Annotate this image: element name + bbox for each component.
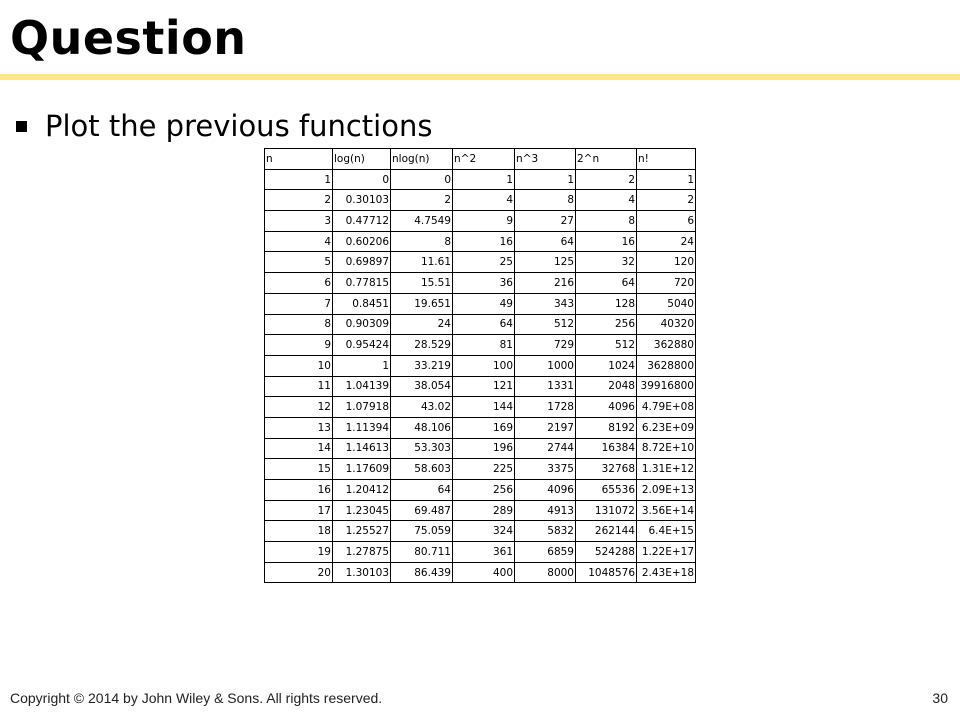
table-row [265,397,696,418]
table-cell: 11 [265,376,333,397]
table-cell: 80.711 [391,542,453,563]
table-cell: 4 [576,190,637,211]
table-cell: 19 [265,542,333,563]
table-cell: 8000 [515,562,576,583]
table-cell: 69.487 [391,500,453,521]
table-cell: 32 [576,252,637,273]
table-cell: 0.90309 [333,314,391,335]
table-cell: 11.61 [391,252,453,273]
table-cell: 1331 [515,376,576,397]
table-row [265,293,696,314]
table-cell: 65536 [576,480,637,501]
table-cell: 2 [265,190,333,211]
table-cell: 8 [576,211,637,232]
table-cell: 7 [265,293,333,314]
table-cell: 1.07918 [333,397,391,418]
header-n: n [265,149,333,170]
table-cell: 1.11394 [333,417,391,438]
table-cell: 1 [515,169,576,190]
table-cell: 1.17609 [333,459,391,480]
table-cell: 1 [265,169,333,190]
table-cell: 1.23045 [333,500,391,521]
table-row [265,562,696,583]
table-cell: 256 [576,314,637,335]
table-cell: 3.56E+14 [637,500,696,521]
table-cell: 324 [453,521,515,542]
table-cell: 1 [333,355,391,376]
table-row [265,438,696,459]
table-cell: 225 [453,459,515,480]
table-cell: 8.72E+10 [637,438,696,459]
table-cell: 14 [265,438,333,459]
table-cell: 49 [453,293,515,314]
table-cell: 64 [453,314,515,335]
table-cell: 720 [637,273,696,294]
copyright-footer: Copyright © 2014 by John Wiley & Sons. All rights reserved. [10,690,383,706]
table-cell: 53.303 [391,438,453,459]
table-row [265,355,696,376]
table-cell: 1.20412 [333,480,391,501]
table-cell: 1.27875 [333,542,391,563]
header-n-squared: n^2 [453,149,515,170]
table-cell: 13 [265,417,333,438]
table-cell: 2.43E+18 [637,562,696,583]
header-nlog-n: nlog(n) [391,149,453,170]
table-row [265,417,696,438]
table-cell: 18 [265,521,333,542]
table-cell: 512 [515,314,576,335]
table-cell: 28.529 [391,335,453,356]
table-cell: 16 [265,480,333,501]
table-cell: 24 [637,231,696,252]
table-cell: 4 [265,231,333,252]
table-row [265,231,696,252]
table-cell: 1.25527 [333,521,391,542]
table-cell: 39916800 [637,376,696,397]
table-cell: 8 [265,314,333,335]
table-cell: 1.31E+12 [637,459,696,480]
table-cell: 4096 [576,397,637,418]
table-row [265,459,696,480]
table-cell: 524288 [576,542,637,563]
table-cell: 25 [453,252,515,273]
table-row [265,521,696,542]
table-row [265,252,696,273]
table-cell: 9 [453,211,515,232]
table-row [265,169,696,190]
header-n-factorial: n! [637,149,696,170]
table-row [265,376,696,397]
table-cell: 1048576 [576,562,637,583]
table-cell: 256 [453,480,515,501]
table-cell: 1.22E+17 [637,542,696,563]
table-cell: 64 [576,273,637,294]
table-cell: 48.106 [391,417,453,438]
table-cell: 3 [265,211,333,232]
table-cell: 262144 [576,521,637,542]
table-cell: 5040 [637,293,696,314]
table-cell: 0.69897 [333,252,391,273]
table-cell: 400 [453,562,515,583]
table-cell: 75.059 [391,521,453,542]
table-cell: 36 [453,273,515,294]
table-cell: 1024 [576,355,637,376]
table-cell: 196 [453,438,515,459]
table-row [265,335,696,356]
header-2-pow-n: 2^n [576,149,637,170]
table-cell: 0 [391,169,453,190]
table-cell: 27 [515,211,576,232]
table-cell: 121 [453,376,515,397]
table-cell: 32768 [576,459,637,480]
table-cell: 362880 [637,335,696,356]
table-cell: 24 [391,314,453,335]
table-cell: 512 [576,335,637,356]
table-cell: 0.77815 [333,273,391,294]
table-cell: 16 [576,231,637,252]
table-row [265,211,696,232]
square-bullet-icon [16,121,27,132]
table-cell: 289 [453,500,515,521]
table-cell: 19.651 [391,293,453,314]
table-cell: 361 [453,542,515,563]
table-cell: 15.51 [391,273,453,294]
table-cell: 1.14613 [333,438,391,459]
table-cell: 33.219 [391,355,453,376]
table-cell: 131072 [576,500,637,521]
table-cell: 6 [265,273,333,294]
table-cell: 8192 [576,417,637,438]
table-cell: 0.47712 [333,211,391,232]
table-cell: 6.4E+15 [637,521,696,542]
table-cell: 81 [453,335,515,356]
table-cell: 125 [515,252,576,273]
table-row [265,273,696,294]
table-cell: 5832 [515,521,576,542]
table-cell: 2048 [576,376,637,397]
table-cell: 0.8451 [333,293,391,314]
table-cell: 2744 [515,438,576,459]
table-cell: 17 [265,500,333,521]
table-cell: 16 [453,231,515,252]
title-underline [0,74,960,80]
table-cell: 2197 [515,417,576,438]
table-row [265,314,696,335]
table-cell: 1000 [515,355,576,376]
table-cell: 1.04139 [333,376,391,397]
table-cell: 3628800 [637,355,696,376]
header-log-n: log(n) [333,149,391,170]
table-cell: 4.79E+08 [637,397,696,418]
bullet-text: Plot the previous functions [45,109,433,143]
table-cell: 16384 [576,438,637,459]
table-cell: 216 [515,273,576,294]
table-cell: 0.60206 [333,231,391,252]
table-row [265,500,696,521]
table-header-row [265,149,696,170]
table-cell: 169 [453,417,515,438]
table-cell: 38.054 [391,376,453,397]
table-cell: 343 [515,293,576,314]
table-cell: 10 [265,355,333,376]
table-cell: 144 [453,397,515,418]
table-row [265,542,696,563]
table-cell: 120 [637,252,696,273]
table-cell: 86.439 [391,562,453,583]
table-cell: 4913 [515,500,576,521]
bullet-item [16,106,432,146]
table-cell: 2 [391,190,453,211]
table-cell: 128 [576,293,637,314]
table-cell: 9 [265,335,333,356]
table-cell: 5 [265,252,333,273]
table-cell: 12 [265,397,333,418]
table-cell: 1 [453,169,515,190]
table-cell: 1 [637,169,696,190]
table-cell: 100 [453,355,515,376]
header-n-cubed: n^3 [515,149,576,170]
table-cell: 64 [391,480,453,501]
table-cell: 2 [637,190,696,211]
page-number: 30 [932,690,948,706]
table-cell: 0.30103 [333,190,391,211]
table-cell: 6859 [515,542,576,563]
table-cell: 43.02 [391,397,453,418]
table-row [265,190,696,211]
table-cell: 64 [515,231,576,252]
table-cell: 0.95424 [333,335,391,356]
table-cell: 6.23E+09 [637,417,696,438]
table-cell: 4.7549 [391,211,453,232]
table-cell: 2 [576,169,637,190]
table-cell: 4096 [515,480,576,501]
slide-title: Question [10,11,247,65]
table-cell: 8 [391,231,453,252]
table-body [265,169,696,583]
table-cell: 1.30103 [333,562,391,583]
table-cell: 20 [265,562,333,583]
table-cell: 3375 [515,459,576,480]
table-cell: 40320 [637,314,696,335]
table-cell: 1728 [515,397,576,418]
table-cell: 58.603 [391,459,453,480]
table-cell: 6 [637,211,696,232]
table-cell: 2.09E+13 [637,480,696,501]
table-cell: 15 [265,459,333,480]
table-cell: 0 [333,169,391,190]
table-cell: 4 [453,190,515,211]
function-values-table [264,148,696,583]
table-cell: 8 [515,190,576,211]
table-cell: 729 [515,335,576,356]
table-row [265,480,696,501]
